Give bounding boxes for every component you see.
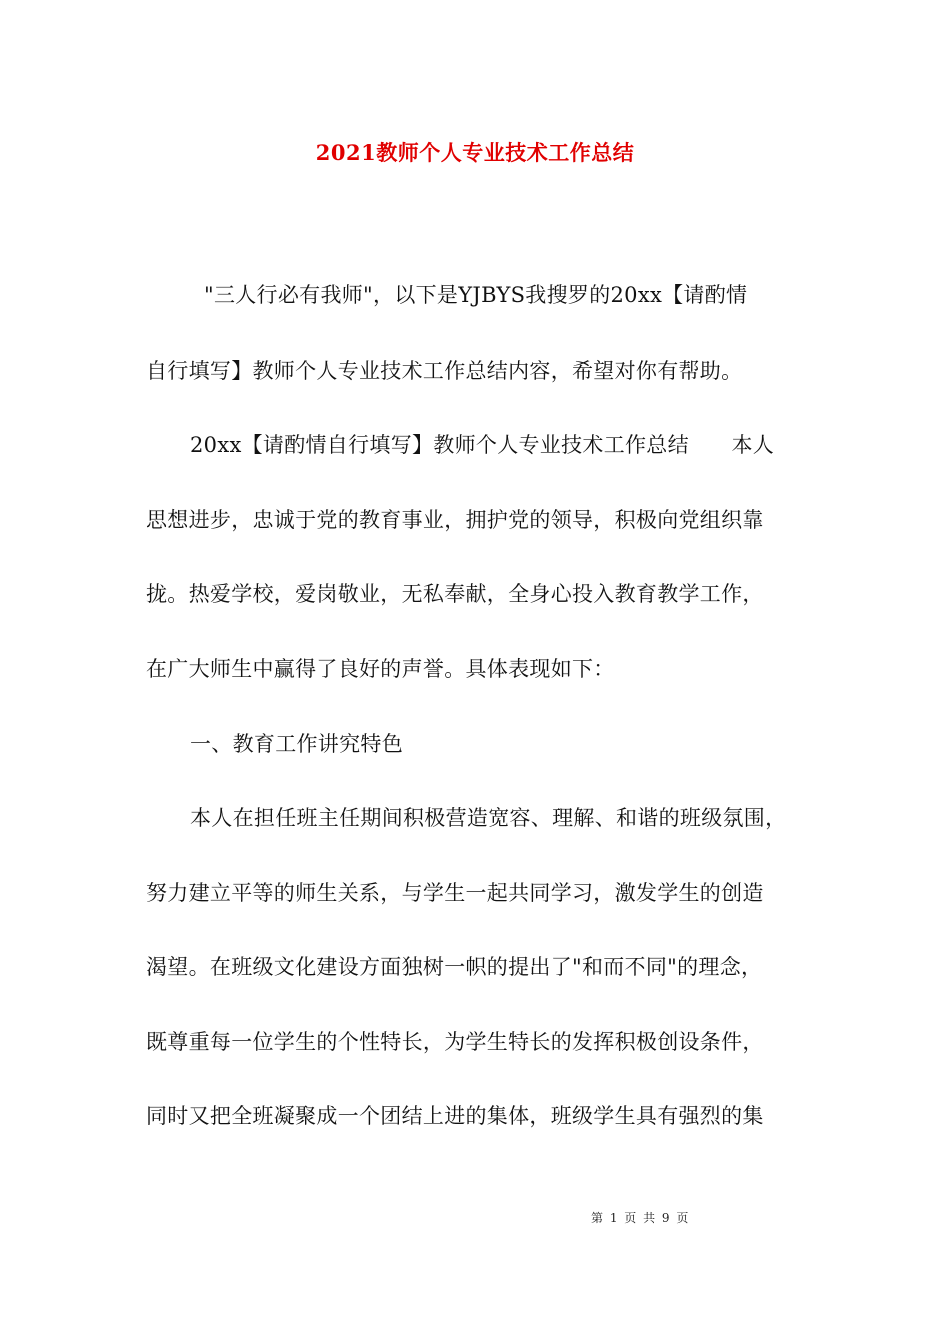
paragraph-line: 本人在担任班主任期间积极营造宽容、理解、和谐的班级氛围， bbox=[190, 806, 787, 830]
paragraph-line: 拢。热爱学校，爱岗敬业，无私奉献，全身心投入教育教学工作， bbox=[146, 582, 764, 606]
paragraph-line: "三人行必有我师"，以下是YJBYS我搜罗的20xx【请酌情 bbox=[204, 283, 748, 307]
document-title: 2021教师个人专业技术工作总结 bbox=[315, 140, 635, 165]
paragraph-line: 同时又把全班凝聚成一个团结上进的集体，班级学生具有强烈的集 bbox=[146, 1104, 764, 1128]
section-heading: 一、教育工作讲究特色 bbox=[190, 732, 403, 756]
paragraph-line: 自行填写】教师个人专业技术工作总结内容，希望对你有帮助。 bbox=[146, 359, 743, 383]
paragraph-line: 思想进步，忠诚于党的教育事业，拥护党的领导，积极向党组织靠 bbox=[146, 508, 764, 532]
paragraph-line: 在广大师生中赢得了良好的声誉。具体表现如下： bbox=[146, 657, 615, 681]
paragraph-line: 20xx【请酌情自行填写】教师个人专业技术工作总结 本人 bbox=[190, 433, 775, 457]
paragraph-line: 渴望。在班级文化建设方面独树一帜的提出了"和而不同"的理念， bbox=[146, 955, 763, 979]
page-number-footer: 第 1 页 共 9 页 bbox=[591, 1211, 689, 1225]
paragraph-line: 努力建立平等的师生关系，与学生一起共同学习，激发学生的创造 bbox=[146, 881, 764, 905]
paragraph-line: 既尊重每一位学生的个性特长，为学生特长的发挥积极创设条件， bbox=[146, 1030, 764, 1054]
